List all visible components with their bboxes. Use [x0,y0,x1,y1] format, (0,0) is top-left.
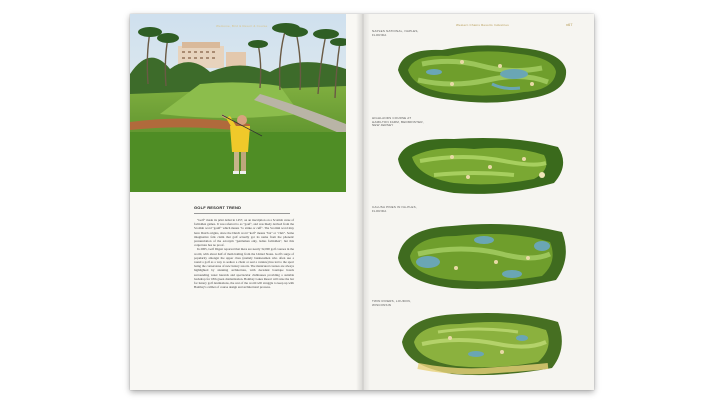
course-caption: CALUSA PINES IN NA-PLES, FLORIDA [372,205,417,213]
article-paragraph: In 2005, Golf Digest reported that there are nearly 32,000 golf courses in the world, with about half of them hailing from the United States. Golf's surge of popularity amongst the upper class (namely businessmen who often use a round a golf as a way to seduce a client or seal a venture) has led to the sport being the cornerstone of new luxury resorts. The manicured courses are always highlighted by stunning architecture, with decadent boutique hotels surrounding water hazards and spectacular clubhouses providing a suitable backdrop for 18th green dramatization. Bombay Lakes Resort will raise the bar for luxury golf destinations, the rest of the world will struggle to keep up with Bombay's caliber of course design and architectural prowess. [194,247,294,290]
course-caption: TWIN RIVERS, LOUDON, WISCONSIN [372,299,412,307]
left-running-head: Welcome, Bird & Resort & Course [216,24,268,28]
course-entry [372,30,587,37]
course-entry [372,300,587,307]
magazine-spread [130,14,594,390]
course-map-image [392,40,570,106]
right-page [362,14,594,390]
course-map-image [392,218,572,292]
course-caption: HIGHLANDS COURSE AT HAMILTON FARM, BEDMINSTER, NEW JERSEY [372,116,424,128]
course-caption: NAPLES NATIONAL, NAPLES, FLORIDA [372,29,419,37]
left-page [130,14,362,390]
article-title: GOLF RESORT TREND [194,205,242,210]
course-map-image [398,308,568,378]
article [194,205,294,289]
golfer-photo [130,14,346,192]
course-entry [372,206,587,213]
course-entry [372,117,587,128]
page-number: x67 [566,22,573,27]
article-paragraph: "Golf" made its print debut in 1457, on an inscription on a Scottish curse of forbidden games. It was referred to as "gouf", and was likely derived from the Scottish word "goulf" which means "to strike or cuff". The Scottish word may have Dutch origins, since the Dutch word "kolf" means "bat" or "club". Some imaginative folk claim that golf actually got its name from the phonetic pronunciation of the acronym "gentlemen only, ladies forbidden", but this conjecture has no proof. [194,218,294,248]
course-map-image [394,131,568,197]
title-divider [194,213,290,214]
article-body [194,218,294,289]
right-running-head: Western Chains Resorts Industries [456,23,509,27]
